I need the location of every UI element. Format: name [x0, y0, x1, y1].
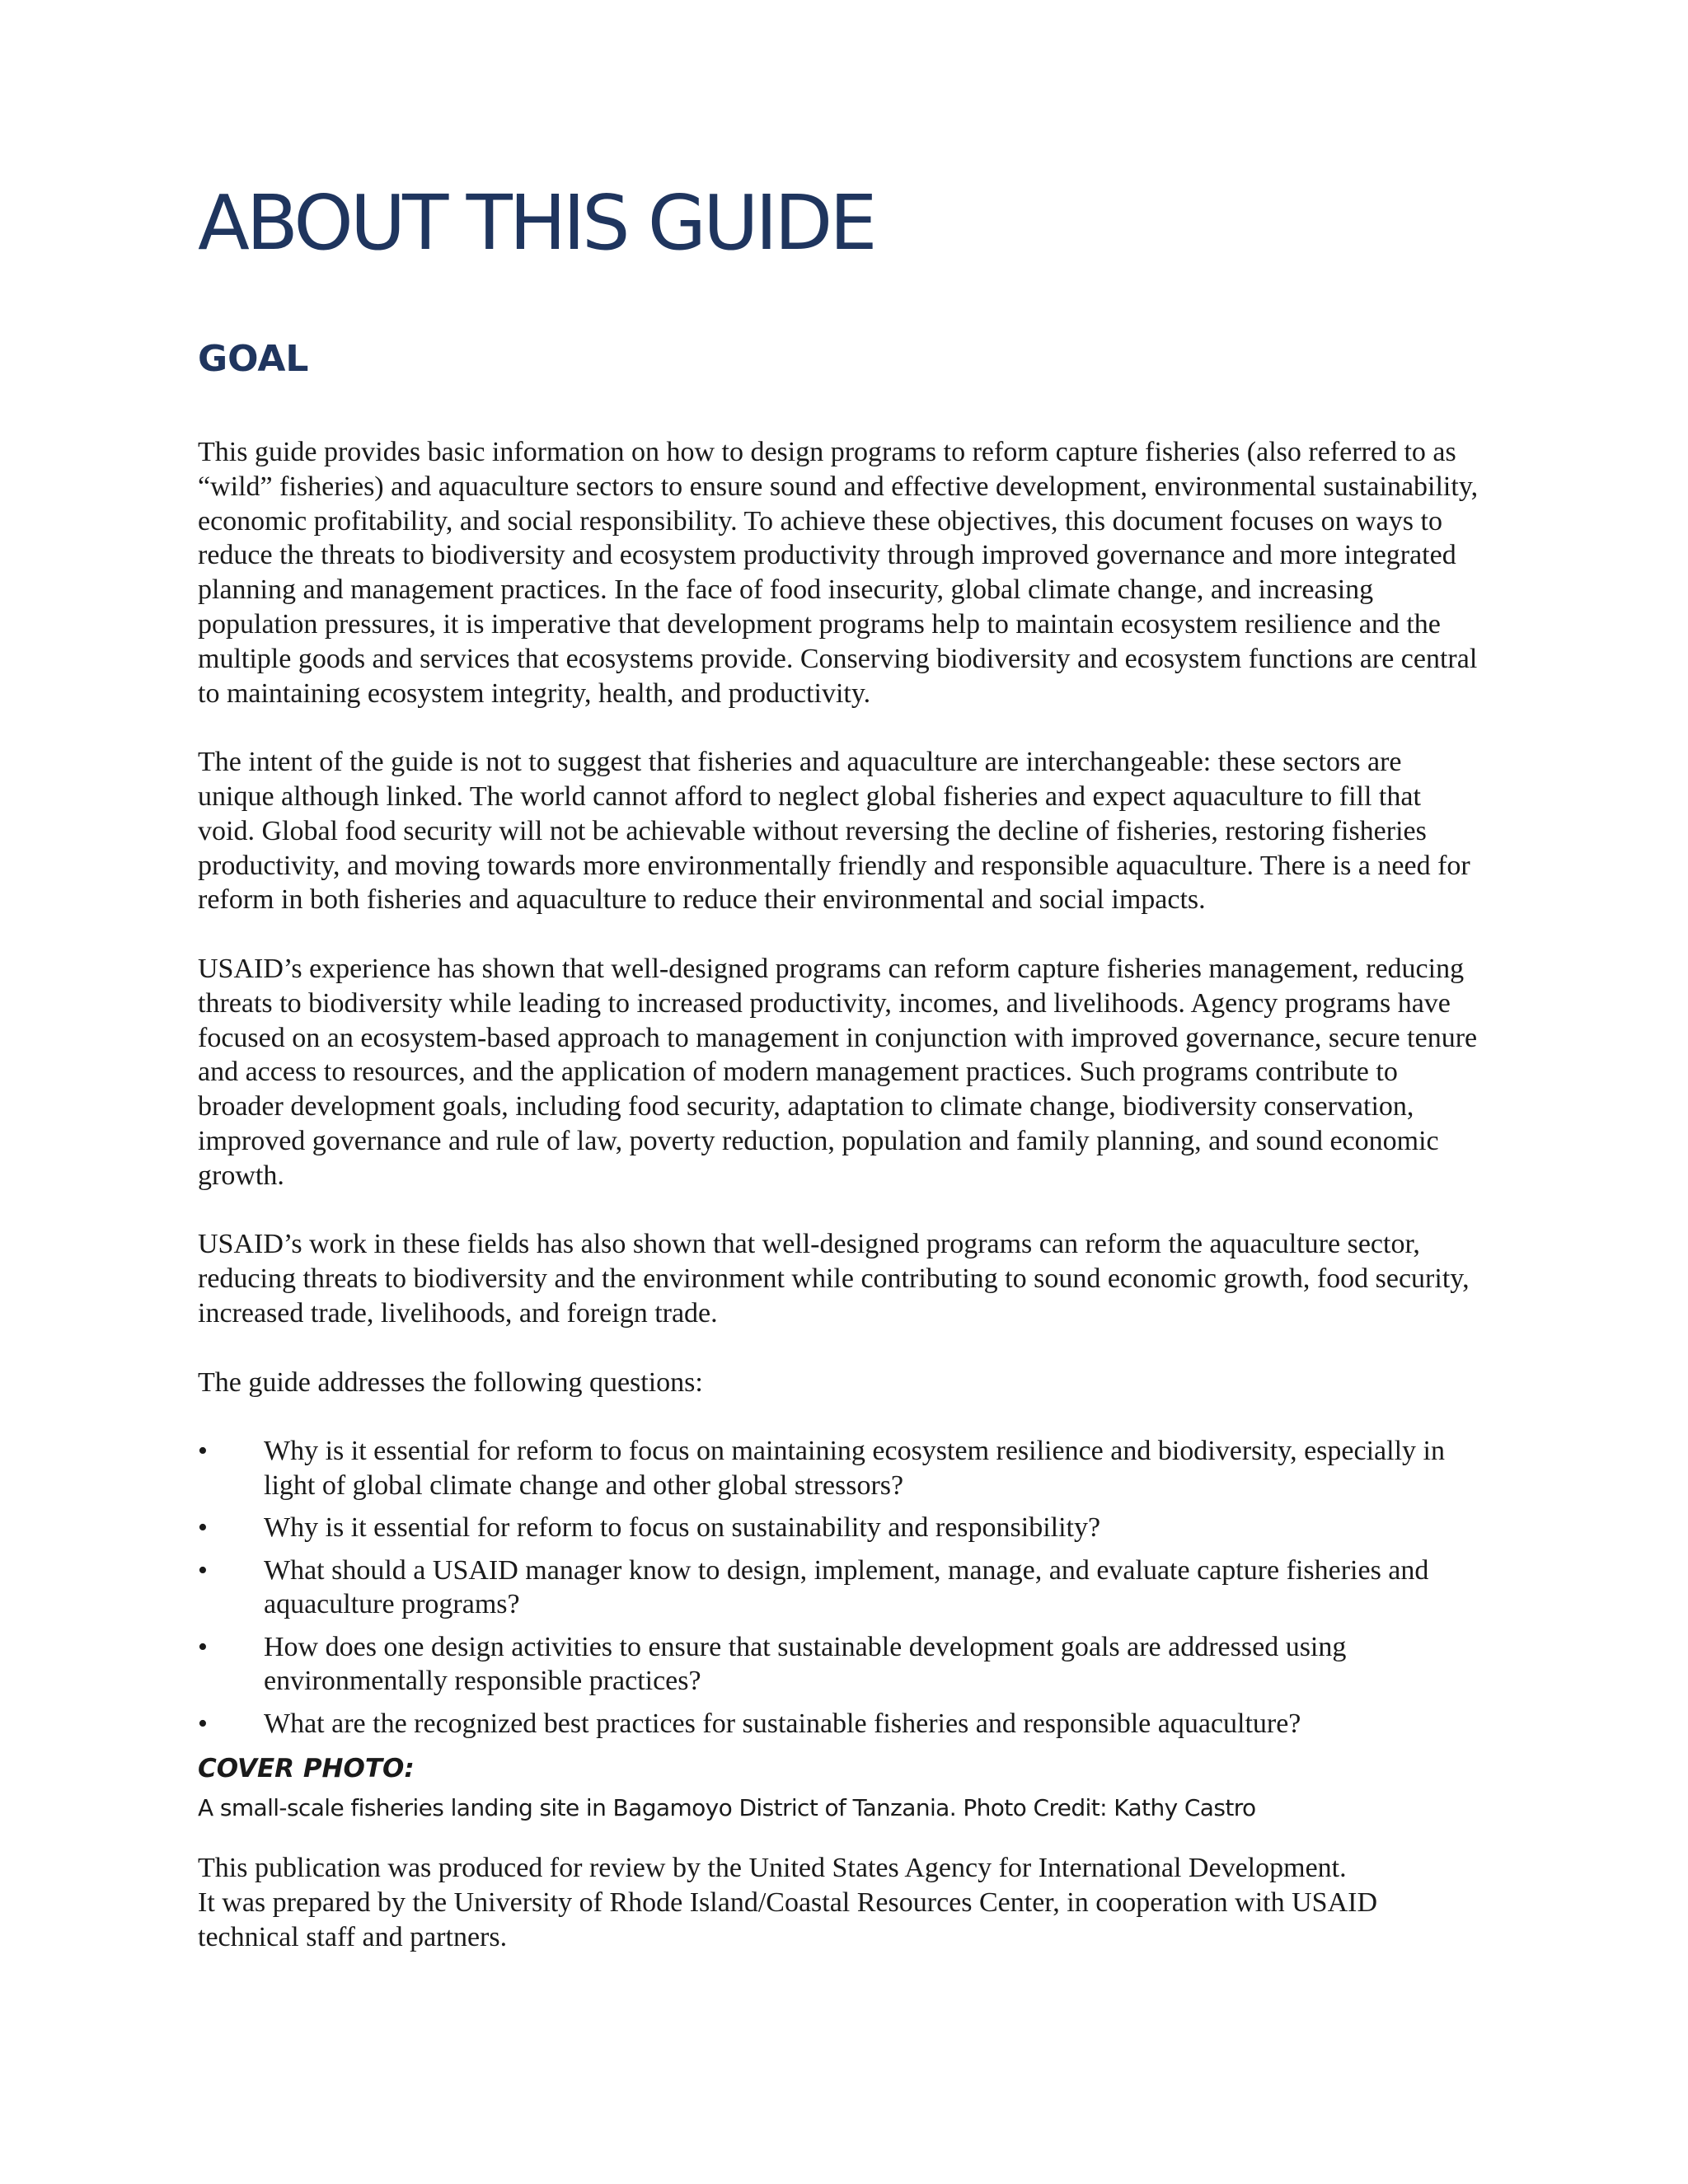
page-title: ABOUT THIS GUIDE — [198, 179, 874, 267]
list-item — [198, 1511, 1484, 1545]
paragraph-guide-overview: This guide provides basic information on how to design programs to reform capture fisheries (also referred to as “wild” fisheries) and aquaculture sectors to ensure sound and effective development, environmental sustainability, economic profitability, and social responsibility. To achieve these objectives, this document focuses on ways to reduce the threats to biodiversity and ecosystem productivity through improved governance and more integrated planning and management practices. In the face of food insecurity, global climate change, and increasing population pressures, it is imperative that development programs help to maintain ecosystem resilience and the multiple goods and services that ecosystems provide. Conserving biodiversity and ecosystem functions are central to maintaining ecosystem integrity, health, and productivity. — [198, 437, 1479, 709]
bullet-marker: • — [198, 1708, 208, 1739]
question-text: How does one design activities to ensure that sustainable development goals are addressed using environmentally responsible practices? — [264, 1631, 1347, 1697]
cover-photo-heading: COVER PHOTO: — [198, 1753, 415, 1783]
question-text: Why is it essential for reform to focus on maintaining ecosystem resilience and biodiversity, especially in light of global climate change and other global stressors? — [264, 1436, 1445, 1501]
bullet-marker: • — [198, 1554, 208, 1586]
body-text — [198, 435, 1484, 1989]
paragraph-usaid-experience: USAID’s experience has shown that well-designed programs can reform capture fisheries management, reducing threats to biodiversity while leading to increased productivity, incomes, and livelihoods. Agency programs have focused on an ecosystem-based approach to management in conjunction with improved governance, secure tenure and access to resources, and the application of modern management practices. Such programs contribute to broader development goals, including food security, adaptation to climate change, biodiversity conservation, improved governance and rule of law, poverty reduction, population and family planning, and sound economic growth. — [198, 953, 1478, 1191]
questions-list — [198, 1434, 1484, 1741]
list-item — [198, 1707, 1484, 1741]
question-text: Why is it essential for reform to focus on sustainability and responsibility? — [264, 1512, 1101, 1544]
paragraph-questions-intro: The guide addresses the following questions: — [198, 1366, 703, 1398]
section-heading-goal: GOAL — [198, 338, 309, 380]
list-item — [198, 1630, 1484, 1699]
bullet-marker: • — [198, 1436, 208, 1467]
question-text: What should a USAID manager know to design, implement, manage, and evaluate capture fisheries and aquaculture programs? — [264, 1554, 1429, 1620]
publication-note-line-1: This publication was produced for review by the United States Agency for International Development. — [198, 1852, 1347, 1883]
question-text: What are the recognized best practices for sustainable fisheries and responsible aquaculture? — [264, 1708, 1301, 1739]
publication-note-line-2: It was prepared by the University of Rhode Island/Coastal Resources Center, in cooperation with USAID technical staff and partners. — [198, 1886, 1378, 1952]
publication-note — [198, 1851, 1484, 1954]
paragraph-intent: The intent of the guide is not to suggest that fisheries and aquaculture are interchangeable: these sectors are unique although linked. The world cannot afford to neglect global fisheries and expect aquaculture to fill that void. Global food security will not be achievable without reversing the decline of fisheries, restoring fisheries productivity, and moving towards more environmentally friendly and responsible aquaculture. There is a need for reform in both fisheries and aquaculture to reduce their environmental and social impacts. — [198, 747, 1470, 916]
list-item — [198, 1434, 1484, 1503]
list-item — [198, 1554, 1484, 1623]
bullet-marker: • — [198, 1512, 208, 1544]
bullet-marker: • — [198, 1631, 208, 1662]
paragraph-usaid-work: USAID’s work in these fields has also shown that well-designed programs can reform the aquaculture sector, reducing threats to biodiversity and the environment while contributing to sound economic growth, food security, increased trade, livelihoods, and foreign trade. — [198, 1229, 1470, 1329]
cover-photo-caption: A small-scale fisheries landing site in Bagamoyo District of Tanzania. Photo Credit: Kathy Castro — [198, 1793, 1256, 1821]
